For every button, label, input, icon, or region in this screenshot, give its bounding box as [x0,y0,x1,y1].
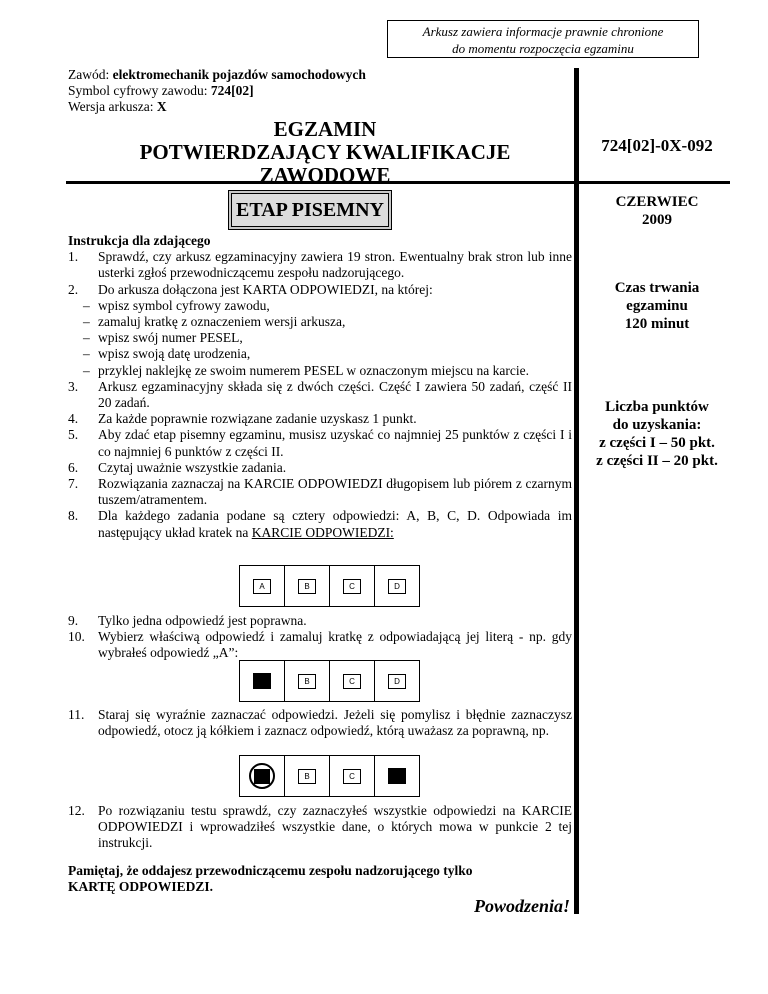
session-date [583,193,731,229]
notice-line-1: Arkusz zawiera informacje prawnie chronione [422,24,664,39]
item-number: 6. [68,459,79,475]
item-number: 12. [68,803,85,818]
symbol-label: Symbol cyfrowy zawodu: [68,83,211,98]
sub-item: – wpisz swoją datę urodzenia, [68,346,572,362]
session-year: 2009 [642,212,672,228]
item-number: 10. [68,629,85,645]
filled-mark [254,769,270,784]
cell-letter: C [343,769,361,784]
circle-mark [249,763,275,789]
instructions-part-4 [68,803,572,852]
item-number: 4. [68,411,79,427]
exam-code: 724[02]-0X-092 [601,136,713,155]
title-line-1: EGZAMIN [273,117,377,141]
item-number: 2. [68,281,79,297]
item-text: Do arkusza dołączona jest KARTA ODPOWIEDZI, na której: [98,281,433,297]
exam-meta [68,67,366,115]
item-number: 8. [68,508,79,524]
instruction-item-12 [68,803,572,852]
filled-mark [253,673,271,689]
symbol-value: 724[02] [210,83,254,98]
item-text: Tylko jedna odpowiedź jest poprawna. [98,613,307,628]
item-text: Rozwiązania zaznaczaj na KARCIE ODPOWIEDZI długopisem lub piórem z czarnym tuszem/atramentem. [98,476,572,508]
profession-label: Zawód: [68,67,113,82]
item-text: Arkusz egzaminacyjny składa się z dwóch części. Część I zawiera 50 zadań, część II 20 zadań. [98,378,572,411]
answer-cell-b [285,565,330,607]
instruction-item-7 [68,476,572,508]
answer-grid-filled-example [239,660,420,702]
title-line-2: POTWIERDZAJĄCY KWALIFIKACJE [139,140,511,164]
instruction-item-3 [68,379,572,411]
answer-cell-c [330,565,375,607]
vertical-divider [574,68,579,914]
item-number: 3. [68,378,79,394]
stage-box [228,190,392,230]
answer-cell-b [285,755,330,797]
cell-letter: B [298,769,316,784]
profession-value: elektromechanik pojazdów samochodowych [112,67,366,82]
instruction-item-2 [68,282,572,298]
item-number: 5. [68,427,79,443]
title-line-3: ZAWODOWE [259,163,391,187]
version-label: Wersja arkusza: [68,99,157,114]
cell-letter: C [343,674,361,689]
item-text: Staraj się wyraźnie zaznaczać odpowiedzi. Jeżeli się pomylisz i błędnie zaznaczysz odpowiedź, otocz ją kółkiem i zaznacz odpowiedź, którą uważasz za poprawną, np. [98,707,572,739]
confidential-notice [387,20,699,58]
points-line-2: do uzyskania: [612,417,702,433]
cell-letter: D [388,674,406,689]
item-text: Dla każdego zadania podane są cztery odpowiedzi: A, B, C, D. Odpowiada im następujący układ kratek na [98,508,572,540]
answer-cell-b [285,660,330,702]
cell-letter: A [253,579,271,594]
answer-cell-c [330,755,375,797]
reminder [68,863,572,895]
item-text-underlined: KARCIE ODPOWIEDZI: [251,524,394,540]
sub-item: – zamaluj kratkę z oznaczeniem wersji arkusza, [68,314,572,330]
duration-line-3: 120 minut [624,316,690,332]
duration-line-2: egzaminu [626,298,688,314]
item-text: Sprawdź, czy arkusz egzaminacyjny zawiera 19 stron. Ewentualny brak stron lub inne usterki zgłoś przewodniczącemu zespołu nadzorującego. [98,249,572,281]
reminder-line-2: KARTĘ ODPOWIEDZI. [68,879,214,894]
instructions-part-3 [68,707,572,739]
stage-label: ETAP PISEMNY [231,193,389,227]
version-line [68,99,366,115]
instruction-item-4 [68,411,572,427]
exam-title [100,118,550,187]
points-line-1: Liczba punktów [605,399,709,415]
instruction-item-5 [68,427,572,459]
points-line-3: z części I – 50 pkt. [599,435,715,451]
duration-info [583,279,731,333]
instructions [68,233,572,541]
instruction-item-10 [68,629,572,661]
answer-cell-c [330,660,375,702]
points-line-4: z części II – 20 pkt. [596,453,718,469]
instruction-item-8 [68,508,572,540]
answer-cell-a [239,565,285,607]
answer-grid-example [239,565,420,607]
answer-cell-a-circled [239,755,285,797]
sub-item: – przyklej naklejkę ze swoim numerem PESEL w oznaczonym miejscu na karcie. [68,363,572,379]
sub-item: – wpisz swój numer PESEL, [68,330,572,346]
good-luck: Powodzenia! [473,896,570,916]
answer-cell-d [375,660,420,702]
version-value: X [156,99,167,114]
points-info [583,398,731,470]
item-number: 11. [68,707,85,722]
profession-line [68,67,366,83]
cell-letter: C [343,579,361,594]
answer-cell-a-filled [239,660,285,702]
instructions-part-2 [68,613,572,662]
instruction-item-1 [68,249,572,281]
item-number: 9. [68,613,79,628]
item-text: Aby zdać etap pisemny egzaminu, musisz uzyskać co najmniej 25 punktów z części I i co najmniej 6 punktów z części II. [98,427,572,459]
item-number: 7. [68,476,79,492]
answer-cell-d [375,565,420,607]
answer-cell-d-filled [375,755,420,797]
reminder-line-1: Pamiętaj, że oddajesz przewodniczącemu zespołu nadzorującego tylko [68,863,473,878]
instruction-item-9 [68,613,572,629]
item-text: Wybierz właściwą odpowiedź i zamaluj kratkę z odpowiadającą jej literą - np. gdy wybrałeś odpowiedź „A”: [98,629,572,661]
item-text: Po rozwiązaniu testu sprawdź, czy zaznaczyłeś wszystkie odpowiedzi na KARCIE ODPOWIEDZI i wprowadziłeś wszystkie dane, o których mowa w punkcie 2 tej instrukcji. [98,803,572,851]
item-text: Czytaj uważnie wszystkie zadania. [98,459,287,475]
item-text: Za każde poprawnie rozwiązane zadanie uzyskasz 1 punkt. [98,411,417,427]
instruction-item-11 [68,707,572,739]
sub-item: – wpisz symbol cyfrowy zawodu, [68,298,572,314]
item-number: 1. [68,249,79,265]
symbol-line [68,83,366,99]
session-month: CZERWIEC [615,194,699,210]
duration-line-1: Czas trwania [614,280,700,296]
cell-letter: B [298,579,316,594]
cell-letter: B [298,674,316,689]
filled-mark [388,768,406,784]
cell-letter: D [388,579,406,594]
answer-grid-correction-example [239,755,420,797]
instruction-item-6 [68,460,572,476]
instructions-header: Instrukcja dla zdającego [68,233,211,248]
notice-line-2: do momentu rozpoczęcia egzaminu [452,41,634,56]
